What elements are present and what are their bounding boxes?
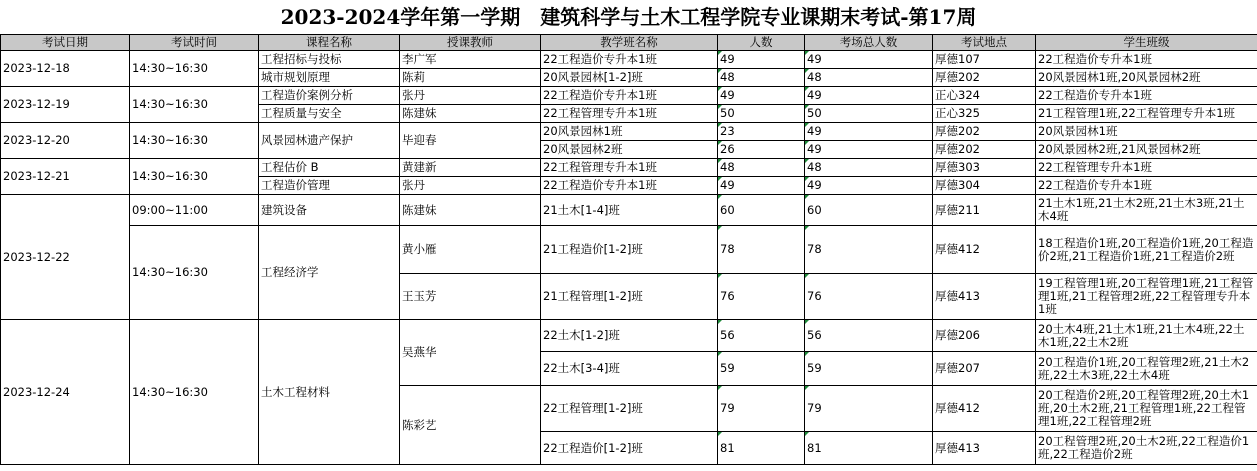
cell-date: 2023-12-22 — [1, 195, 130, 320]
cell-class: 22土木[1-2]班 — [541, 320, 718, 352]
cell-total: 49 — [805, 51, 933, 69]
cell-total: 76 — [805, 274, 933, 320]
cell-room: 厚德202 — [933, 69, 1036, 87]
cell-teacher: 张丹 — [400, 177, 541, 195]
cell-room: 厚德206 — [933, 320, 1036, 352]
cell-total: 48 — [805, 159, 933, 177]
cell-date: 2023-12-18 — [1, 51, 130, 87]
table-row — [1, 87, 1257, 105]
cell-count: 56 — [718, 320, 805, 352]
cell-class: 22工程造价专升本1班 — [541, 51, 718, 69]
cell-class: 22工程管理专升本1班 — [541, 159, 718, 177]
cell-course: 工程质量与安全 — [259, 105, 400, 123]
cell-count: 78 — [718, 226, 805, 274]
cell-count: 48 — [718, 159, 805, 177]
cell-course: 土木工程材料 — [259, 320, 400, 465]
cell-class: 22工程管理专升本1班 — [541, 105, 718, 123]
cell-class: 21工程造价[1-2]班 — [541, 226, 718, 274]
cell-class: 22工程造价[1-2]班 — [541, 432, 718, 465]
cell-students: 22工程造价专升本1班 — [1036, 51, 1257, 69]
header-total: 考场总人数 — [805, 35, 933, 51]
header-row — [1, 35, 1257, 51]
cell-count: 49 — [718, 177, 805, 195]
table-row — [1, 320, 1257, 352]
cell-count: 49 — [718, 51, 805, 69]
cell-students: 20工程造价2班,20工程管理2班,20土木1班,20土木2班,21工程管理1班,22工程管理1班,22工程管理2班 — [1036, 386, 1257, 432]
cell-students: 20风景园林1班 — [1036, 123, 1257, 141]
cell-date: 2023-12-24 — [1, 320, 130, 465]
table-row — [1, 123, 1257, 141]
cell-class: 22工程造价专升本1班 — [541, 87, 718, 105]
cell-room: 正心325 — [933, 105, 1036, 123]
page-title: 2023-2024学年第一学期 建筑科学与土木工程学院专业课期末考试-第17周 — [280, 5, 977, 29]
cell-count: 50 — [718, 105, 805, 123]
cell-time: 14:30~16:30 — [130, 320, 259, 465]
cell-course: 工程经济学 — [259, 226, 400, 320]
cell-room: 厚德107 — [933, 51, 1036, 69]
cell-course: 工程造价管理 — [259, 177, 400, 195]
cell-room: 厚德413 — [933, 432, 1036, 465]
cell-time: 14:30~16:30 — [130, 51, 259, 87]
cell-course: 工程招标与投标 — [259, 51, 400, 69]
cell-room: 厚德303 — [933, 159, 1036, 177]
cell-count: 60 — [718, 195, 805, 226]
cell-total: 79 — [805, 386, 933, 432]
cell-students: 22工程造价专升本1班 — [1036, 177, 1257, 195]
cell-class: 21工程管理[1-2]班 — [541, 274, 718, 320]
cell-total: 60 — [805, 195, 933, 226]
table-row — [1, 195, 1257, 226]
cell-time: 14:30~16:30 — [130, 226, 259, 320]
cell-course: 建筑设备 — [259, 195, 400, 226]
cell-total: 50 — [805, 105, 933, 123]
table-row — [1, 51, 1257, 69]
cell-course: 工程造价案例分析 — [259, 87, 400, 105]
cell-students: 20土木4班,21土木1班,21土木4班,22土木1班,22土木2班 — [1036, 320, 1257, 352]
cell-students: 20风景园林2班,21风景园林2班 — [1036, 141, 1257, 159]
cell-room: 厚德207 — [933, 352, 1036, 386]
cell-count: 26 — [718, 141, 805, 159]
cell-teacher: 陈彩艺 — [400, 386, 541, 465]
cell-teacher: 陈建妹 — [400, 195, 541, 226]
cell-teacher: 陈建妹 — [400, 105, 541, 123]
cell-time: 14:30~16:30 — [130, 159, 259, 195]
header-students: 学生班级 — [1036, 35, 1257, 51]
cell-room: 厚德413 — [933, 274, 1036, 320]
cell-count: 59 — [718, 352, 805, 386]
cell-total: 48 — [805, 69, 933, 87]
cell-teacher: 陈莉 — [400, 69, 541, 87]
cell-room: 厚德412 — [933, 226, 1036, 274]
cell-count: 48 — [718, 69, 805, 87]
cell-time: 14:30~16:30 — [130, 87, 259, 123]
cell-room: 厚德202 — [933, 123, 1036, 141]
cell-teacher: 王玉芳 — [400, 274, 541, 320]
cell-students: 18工程造价1班,20工程造价1班,20工程造价2班,21工程造价1班,21工程造价2班 — [1036, 226, 1257, 274]
cell-students: 20工程管理2班,20土木2班,22工程造价1班,22工程造价2班 — [1036, 432, 1257, 465]
cell-teacher: 黄建新 — [400, 159, 541, 177]
cell-course: 工程估价 B — [259, 159, 400, 177]
cell-class: 22工程管理[1-2]班 — [541, 386, 718, 432]
cell-count: 49 — [718, 87, 805, 105]
cell-room: 厚德412 — [933, 386, 1036, 432]
cell-total: 49 — [805, 87, 933, 105]
cell-class: 22土木[3-4]班 — [541, 352, 718, 386]
cell-time: 09:00~11:00 — [130, 195, 259, 226]
cell-total: 56 — [805, 320, 933, 352]
cell-class: 20风景园林2班 — [541, 141, 718, 159]
cell-room: 正心324 — [933, 87, 1036, 105]
cell-date: 2023-12-20 — [1, 123, 130, 159]
cell-students: 21工程管理1班,22工程管理专升本1班 — [1036, 105, 1257, 123]
header-time: 考试时间 — [130, 35, 259, 51]
cell-class: 20风景园林[1-2]班 — [541, 69, 718, 87]
cell-students: 22工程造价专升本1班 — [1036, 87, 1257, 105]
header-count: 人数 — [718, 35, 805, 51]
cell-total: 78 — [805, 226, 933, 274]
cell-count: 79 — [718, 386, 805, 432]
cell-teacher: 毕迎春 — [400, 123, 541, 159]
cell-teacher: 黄小雁 — [400, 226, 541, 274]
cell-date: 2023-12-19 — [1, 87, 130, 123]
cell-total: 49 — [805, 141, 933, 159]
header-course: 课程名称 — [259, 35, 400, 51]
cell-students: 20风景园林1班,20风景园林2班 — [1036, 69, 1257, 87]
cell-class: 22工程造价专升本1班 — [541, 177, 718, 195]
cell-room: 厚德304 — [933, 177, 1036, 195]
cell-students: 19工程管理1班,20工程管理1班,21工程管理1班,21工程管理2班,22工程管理专升本1班 — [1036, 274, 1257, 320]
header-class: 教学班名称 — [541, 35, 718, 51]
cell-total: 59 — [805, 352, 933, 386]
cell-class: 20风景园林1班 — [541, 123, 718, 141]
cell-count: 81 — [718, 432, 805, 465]
table-row — [1, 226, 1257, 274]
cell-count: 23 — [718, 123, 805, 141]
cell-time: 14:30~16:30 — [130, 123, 259, 159]
header-room: 考试地点 — [933, 35, 1036, 51]
cell-class: 21土木[1-4]班 — [541, 195, 718, 226]
cell-course: 风景园林遗产保护 — [259, 123, 400, 159]
cell-total: 81 — [805, 432, 933, 465]
cell-teacher: 吴燕华 — [400, 320, 541, 386]
cell-date: 2023-12-21 — [1, 159, 130, 195]
header-teacher: 授课教师 — [400, 35, 541, 51]
cell-room: 厚德211 — [933, 195, 1036, 226]
cell-count: 76 — [718, 274, 805, 320]
cell-students: 22工程管理专升本1班 — [1036, 159, 1257, 177]
cell-teacher: 张丹 — [400, 87, 541, 105]
table-row — [1, 159, 1257, 177]
cell-total: 49 — [805, 123, 933, 141]
cell-students: 21土木1班,21土木2班,21土木3班,21土木4班 — [1036, 195, 1257, 226]
header-date: 考试日期 — [1, 35, 130, 51]
cell-room: 厚德202 — [933, 141, 1036, 159]
exam-schedule-table — [0, 34, 1257, 465]
cell-total: 49 — [805, 177, 933, 195]
cell-teacher: 李广军 — [400, 51, 541, 69]
cell-course: 城市规划原理 — [259, 69, 400, 87]
cell-students: 20工程造价1班,20工程管理2班,21土木2班,22土木3班,22土木4班 — [1036, 352, 1257, 386]
